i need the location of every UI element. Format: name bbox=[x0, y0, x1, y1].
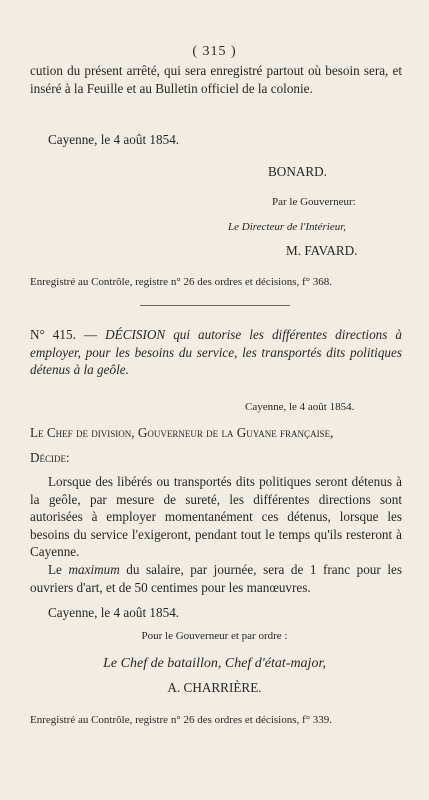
decision-paragraph-1: Lorsque des libérés ou transportés dits politiques seront détenus à la geôle, par mesure de sureté, les différentes directions sont autorisées à employer momentanément ces détenus, lorsque les besoins du service l'exigeront, pendant tout le temps qu'ils resteront à Cayenne. bbox=[30, 474, 402, 559]
decision-place-date: Cayenne, le 4 août 1854. bbox=[245, 401, 355, 413]
chef-de-bataillon: Le Chef de bataillon, Chef d'état-major, bbox=[103, 656, 326, 671]
page-number: ( 315 ) bbox=[192, 44, 237, 59]
pour-le-gouverneur: Par le Gouverneur: bbox=[272, 196, 356, 208]
decision-paragraph-2 bbox=[30, 561, 402, 596]
decision-heading bbox=[30, 326, 402, 379]
place-date-2: Cayenne, le 4 août 1854. bbox=[48, 605, 180, 620]
directeur-title: Le Directeur de l'Intérieur, bbox=[228, 221, 347, 233]
registration-2: Enregistré au Contrôle, registre n° 26 des ordres et décisions, f° 339. bbox=[30, 714, 333, 726]
decision-number: N° 415. — bbox=[30, 327, 98, 342]
para2-rest: du salaire, par journée, sera de 1 franc pour les ouvriers d'art, et de 50 centimes pour les manœuvres. bbox=[30, 562, 402, 595]
para2-maximum: maximum bbox=[68, 562, 120, 577]
top-paragraph: cution du présent arrêté, qui sera enregistré partout où besoin sera, et inséré à la Feuille et au Bulletin officiel de la colonie. bbox=[30, 63, 402, 96]
decide-label: Décide: bbox=[30, 450, 70, 465]
signature-favard: M. FAVARD. bbox=[286, 243, 358, 258]
decision-title: DÉCISION qui autorise les différentes directions à employer, pour les besoins du service, les transportés dits politiques détenus à la geôle. bbox=[30, 327, 402, 377]
pour-le-gouverneur-par-ordre: Pour le Gouverneur et par ordre : bbox=[141, 630, 288, 642]
para2-lead: Le bbox=[48, 562, 69, 577]
separator-rule bbox=[140, 305, 290, 306]
chef-de-division: Le Chef de division, Gouverneur de la Guyane française, bbox=[30, 425, 334, 440]
signature-bonard: BONARD. bbox=[268, 164, 327, 179]
place-date-1: Cayenne, le 4 août 1854. bbox=[48, 132, 180, 147]
registration-1: Enregistré au Contrôle, registre n° 26 des ordres et décisions, f° 368. bbox=[30, 276, 333, 288]
signature-charriere: A. CHARRIÈRE. bbox=[167, 680, 262, 695]
